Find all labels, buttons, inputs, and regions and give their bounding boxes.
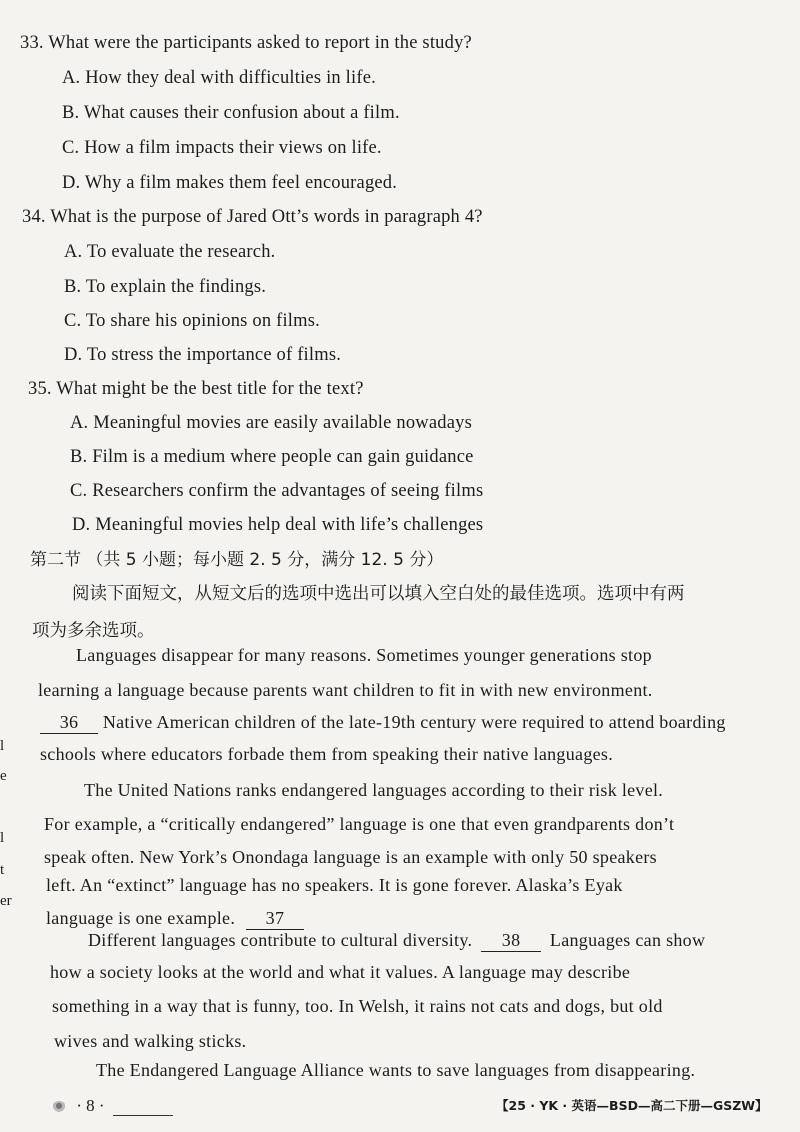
page-number: · 8 ·: [76, 1096, 105, 1115]
question-35-stem: 35. What might be the best title for the text?: [28, 379, 364, 399]
margin-fragment: t: [0, 862, 5, 878]
question-35-option-b: B. Film is a medium where people can gain guidance: [70, 447, 474, 467]
passage-p3-line1-text-b: Languages can show: [549, 930, 706, 950]
passage-p2-line2: For example, a “critically endangered” language is one that even grandparents don’t: [44, 814, 675, 834]
question-34-stem: 34. What is the purpose of Jared Ott’s words in paragraph 4?: [22, 207, 483, 227]
footer-code: 【25 · YK · 英语—BSD—高二下册—GSZW】: [496, 1098, 768, 1113]
passage-p3-line4: wives and walking sticks.: [54, 1031, 247, 1051]
question-35-option-d: D. Meaningful movies help deal with life’s challenges: [72, 515, 484, 535]
question-35-option-c: C. Researchers confirm the advantages of seeing films: [70, 481, 484, 501]
passage-p3-line1-text-a: Different languages contribute to cultural diversity.: [88, 930, 473, 950]
passage-p2-line3: speak often. New York’s Onondaga language is an example with only 50 speakers: [44, 847, 657, 867]
blank-38[interactable]: 38: [481, 930, 541, 952]
question-33-option-c: C. How a film impacts their views on life.: [62, 138, 382, 158]
question-33-option-d: D. Why a film makes them feel encouraged.: [62, 173, 398, 193]
passage-p1-line3: [40, 712, 726, 734]
passage-p3-line1: [88, 930, 705, 952]
blank-36[interactable]: 36: [40, 712, 98, 734]
footer-page-number: [52, 1096, 173, 1116]
question-33-option-b: B. What causes their confusion about a film.: [62, 103, 400, 123]
question-34-option-c: C. To share his opinions on films.: [64, 311, 320, 331]
passage-p1-line4: schools where educators forbade them from speaking their native languages.: [40, 744, 614, 764]
section-instruction-line1: 阅读下面短文，从短文后的选项中选出可以填入空白处的最佳选项。选项中有两: [72, 584, 685, 604]
question-33-option-a: A. How they deal with difficulties in life.: [62, 68, 376, 88]
question-35-option-a: A. Meaningful movies are easily available nowadays: [70, 413, 472, 433]
section-heading: 第二节 （共 5 小题；每小题 2. 5 分，满分 12. 5 分）: [30, 550, 444, 570]
question-33-stem: 33. What were the participants asked to report in the study?: [20, 33, 472, 53]
passage-p1-line2: learning a language because parents want children to fit in with new environment.: [38, 680, 653, 700]
question-34-option-b: B. To explain the findings.: [64, 277, 267, 297]
blank-37[interactable]: 37: [246, 908, 304, 930]
passage-p3-line3: something in a way that is funny, too. In Welsh, it rains not cats and dogs, but old: [52, 996, 663, 1016]
passage-p2-line4: left. An “extinct” language has no speakers. It is gone forever. Alaska’s Eyak: [46, 875, 623, 895]
passage-p2-line1: The United Nations ranks endangered languages according to their risk level.: [84, 780, 664, 800]
margin-fragment: l: [0, 830, 5, 846]
passage-p1-line1: Languages disappear for many reasons. Sometimes younger generations stop: [76, 645, 652, 665]
passage-p2-line5: [46, 908, 304, 930]
footer-rule: [113, 1115, 173, 1116]
publisher-logo-icon: [52, 1101, 66, 1113]
passage-p4-line1: The Endangered Language Alliance wants to save languages from disappearing.: [96, 1060, 696, 1080]
question-34-option-d: D. To stress the importance of films.: [64, 345, 342, 365]
margin-fragment: l: [0, 738, 5, 754]
passage-p2-line5-text: language is one example.: [46, 908, 236, 928]
margin-fragment: e: [0, 768, 7, 784]
section-instruction-line2: 项为多余选项。: [32, 621, 155, 641]
passage-p3-line2: how a society looks at the world and what it values. A language may describe: [50, 962, 631, 982]
margin-fragment: er: [0, 893, 12, 909]
question-34-option-a: A. To evaluate the research.: [64, 242, 276, 262]
passage-p1-line3-text: Native American children of the late-19th century were required to attend boarding: [102, 712, 726, 732]
